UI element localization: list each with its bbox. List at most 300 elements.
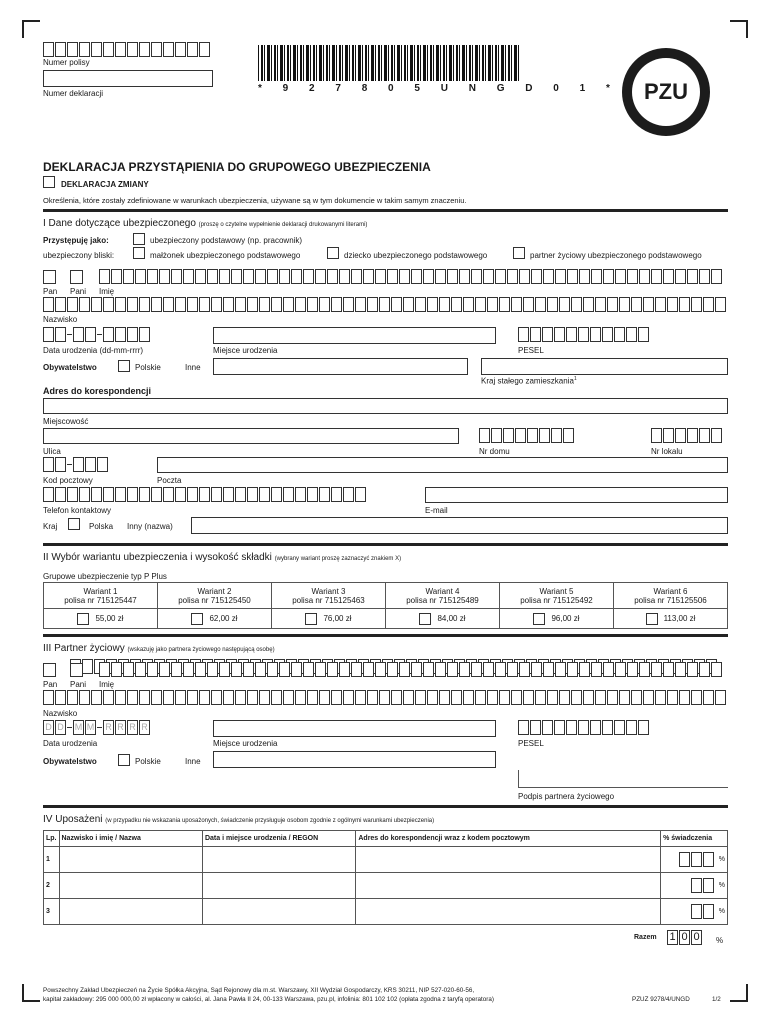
char-cell[interactable] bbox=[123, 662, 134, 677]
char-cell[interactable] bbox=[103, 690, 114, 705]
char-cell[interactable] bbox=[411, 269, 422, 284]
char-cell[interactable] bbox=[631, 690, 642, 705]
char-cell[interactable] bbox=[139, 42, 150, 57]
char-cell[interactable] bbox=[243, 269, 254, 284]
beneficiary-percent-input[interactable] bbox=[691, 878, 715, 893]
char-cell[interactable] bbox=[271, 690, 282, 705]
postal-code-input[interactable] bbox=[43, 457, 109, 472]
beneficiary-address-input[interactable] bbox=[356, 847, 661, 873]
char-cell[interactable] bbox=[578, 327, 589, 342]
char-cell[interactable] bbox=[319, 487, 330, 502]
char-cell[interactable] bbox=[607, 297, 618, 312]
char-cell[interactable] bbox=[103, 327, 114, 342]
beneficiary-name-input[interactable] bbox=[59, 899, 202, 925]
char-cell[interactable] bbox=[590, 720, 601, 735]
char-cell[interactable] bbox=[387, 662, 398, 677]
char-cell[interactable] bbox=[319, 297, 330, 312]
char-cell[interactable] bbox=[651, 269, 662, 284]
variant-checkbox[interactable] bbox=[77, 613, 89, 625]
char-cell[interactable] bbox=[283, 487, 294, 502]
char-cell[interactable] bbox=[523, 297, 534, 312]
char-cell[interactable] bbox=[699, 269, 710, 284]
char-cell[interactable] bbox=[627, 269, 638, 284]
char-cell[interactable] bbox=[303, 269, 314, 284]
char-cell[interactable] bbox=[499, 690, 510, 705]
char-cell[interactable] bbox=[415, 690, 426, 705]
char-cell[interactable] bbox=[699, 428, 710, 443]
char-cell[interactable] bbox=[207, 662, 218, 677]
char-cell[interactable] bbox=[711, 269, 722, 284]
char-cell[interactable] bbox=[554, 327, 565, 342]
char-cell[interactable] bbox=[127, 297, 138, 312]
char-cell[interactable] bbox=[435, 269, 446, 284]
char-cell[interactable] bbox=[327, 269, 338, 284]
partner-mr-checkbox[interactable] bbox=[43, 663, 56, 677]
beneficiary-percent-input[interactable] bbox=[679, 852, 715, 867]
char-cell[interactable] bbox=[711, 428, 722, 443]
char-cell[interactable] bbox=[595, 690, 606, 705]
citizenship-polish-checkbox[interactable] bbox=[118, 360, 130, 372]
char-cell[interactable] bbox=[555, 662, 566, 677]
char-cell[interactable] bbox=[607, 690, 618, 705]
char-cell[interactable] bbox=[175, 487, 186, 502]
char-cell[interactable] bbox=[55, 297, 66, 312]
char-cell[interactable] bbox=[435, 662, 446, 677]
char-cell[interactable] bbox=[235, 690, 246, 705]
char-cell[interactable] bbox=[403, 297, 414, 312]
char-cell[interactable] bbox=[115, 42, 126, 57]
char-cell[interactable] bbox=[590, 327, 601, 342]
char-cell[interactable] bbox=[551, 428, 562, 443]
char-cell[interactable] bbox=[566, 327, 577, 342]
char-cell[interactable] bbox=[175, 690, 186, 705]
date-cell[interactable]: D bbox=[43, 720, 54, 735]
char-cell[interactable] bbox=[279, 269, 290, 284]
char-cell[interactable] bbox=[563, 428, 574, 443]
char-cell[interactable] bbox=[663, 428, 674, 443]
char-cell[interactable] bbox=[559, 297, 570, 312]
char-cell[interactable] bbox=[539, 428, 550, 443]
char-cell[interactable] bbox=[151, 487, 162, 502]
variant-checkbox[interactable] bbox=[533, 613, 545, 625]
char-cell[interactable] bbox=[691, 852, 702, 867]
date-cell[interactable]: D bbox=[55, 720, 66, 735]
char-cell[interactable] bbox=[554, 720, 565, 735]
char-cell[interactable] bbox=[675, 428, 686, 443]
beneficiary-birth-input[interactable] bbox=[202, 847, 355, 873]
char-cell[interactable] bbox=[602, 720, 613, 735]
char-cell[interactable] bbox=[199, 690, 210, 705]
char-cell[interactable] bbox=[518, 720, 529, 735]
char-cell[interactable] bbox=[43, 42, 54, 57]
char-cell[interactable] bbox=[315, 269, 326, 284]
char-cell[interactable] bbox=[614, 327, 625, 342]
char-cell[interactable] bbox=[163, 487, 174, 502]
char-cell[interactable] bbox=[43, 690, 54, 705]
char-cell[interactable] bbox=[139, 487, 150, 502]
char-cell[interactable] bbox=[547, 297, 558, 312]
char-cell[interactable] bbox=[55, 42, 66, 57]
char-cell[interactable] bbox=[343, 690, 354, 705]
char-cell[interactable] bbox=[715, 690, 726, 705]
char-cell[interactable] bbox=[82, 659, 93, 674]
char-cell[interactable] bbox=[307, 297, 318, 312]
char-cell[interactable] bbox=[73, 327, 84, 342]
partner-citizenship-other-input[interactable] bbox=[213, 751, 496, 768]
char-cell[interactable] bbox=[411, 662, 422, 677]
char-cell[interactable] bbox=[235, 297, 246, 312]
char-cell[interactable] bbox=[235, 487, 246, 502]
char-cell[interactable] bbox=[463, 690, 474, 705]
char-cell[interactable] bbox=[531, 269, 542, 284]
partner-mrs-checkbox[interactable] bbox=[70, 663, 83, 677]
char-cell[interactable] bbox=[699, 662, 710, 677]
char-cell[interactable] bbox=[535, 297, 546, 312]
char-cell[interactable] bbox=[271, 487, 282, 502]
char-cell[interactable] bbox=[487, 297, 498, 312]
char-cell[interactable] bbox=[603, 662, 614, 677]
char-cell[interactable] bbox=[99, 662, 110, 677]
char-cell[interactable] bbox=[715, 297, 726, 312]
char-cell[interactable] bbox=[211, 690, 222, 705]
char-cell[interactable] bbox=[415, 297, 426, 312]
char-cell[interactable] bbox=[602, 327, 613, 342]
char-cell[interactable] bbox=[79, 487, 90, 502]
basic-insured-checkbox[interactable] bbox=[133, 233, 145, 245]
char-cell[interactable] bbox=[391, 297, 402, 312]
char-cell[interactable] bbox=[475, 690, 486, 705]
char-cell[interactable] bbox=[255, 662, 266, 677]
char-cell[interactable] bbox=[439, 297, 450, 312]
char-cell[interactable] bbox=[159, 662, 170, 677]
char-cell[interactable] bbox=[55, 457, 66, 472]
country-poland-checkbox[interactable] bbox=[68, 518, 80, 530]
char-cell[interactable] bbox=[703, 904, 714, 919]
char-cell[interactable] bbox=[247, 690, 258, 705]
char-cell[interactable] bbox=[115, 297, 126, 312]
char-cell[interactable] bbox=[303, 662, 314, 677]
char-cell[interactable] bbox=[579, 662, 590, 677]
char-cell[interactable] bbox=[703, 690, 714, 705]
beneficiary-address-input[interactable] bbox=[356, 873, 661, 899]
char-cell[interactable] bbox=[603, 269, 614, 284]
char-cell[interactable] bbox=[615, 269, 626, 284]
char-cell[interactable] bbox=[171, 662, 182, 677]
char-cell[interactable] bbox=[247, 487, 258, 502]
char-cell[interactable] bbox=[518, 327, 529, 342]
partner-citizenship-polish-checkbox[interactable] bbox=[118, 754, 130, 766]
char-cell[interactable] bbox=[267, 662, 278, 677]
char-cell[interactable] bbox=[291, 269, 302, 284]
partner-birth-date-input[interactable] bbox=[43, 720, 151, 735]
date-cell[interactable]: R bbox=[115, 720, 126, 735]
post-office-input[interactable] bbox=[157, 457, 728, 473]
char-cell[interactable] bbox=[567, 269, 578, 284]
char-cell[interactable] bbox=[175, 297, 186, 312]
phone-input[interactable] bbox=[43, 487, 367, 502]
char-cell[interactable] bbox=[91, 42, 102, 57]
birth-date-input[interactable] bbox=[43, 327, 151, 342]
char-cell[interactable] bbox=[175, 42, 186, 57]
char-cell[interactable] bbox=[295, 690, 306, 705]
char-cell[interactable] bbox=[655, 690, 666, 705]
char-cell[interactable] bbox=[97, 457, 108, 472]
email-input[interactable] bbox=[425, 487, 728, 503]
char-cell[interactable] bbox=[663, 269, 674, 284]
char-cell[interactable] bbox=[451, 690, 462, 705]
char-cell[interactable] bbox=[351, 662, 362, 677]
char-cell[interactable] bbox=[259, 297, 270, 312]
char-cell[interactable] bbox=[85, 457, 96, 472]
char-cell[interactable] bbox=[271, 297, 282, 312]
char-cell[interactable] bbox=[483, 269, 494, 284]
char-cell[interactable] bbox=[259, 487, 270, 502]
char-cell[interactable] bbox=[355, 690, 366, 705]
char-cell[interactable] bbox=[399, 269, 410, 284]
char-cell[interactable] bbox=[187, 42, 198, 57]
country-other-input[interactable] bbox=[191, 517, 728, 534]
change-declaration-checkbox[interactable] bbox=[43, 176, 55, 188]
first-name-input[interactable] bbox=[99, 269, 723, 284]
char-cell[interactable] bbox=[643, 690, 654, 705]
char-cell[interactable] bbox=[115, 690, 126, 705]
char-cell[interactable] bbox=[307, 690, 318, 705]
char-cell[interactable] bbox=[43, 327, 54, 342]
char-cell[interactable] bbox=[135, 662, 146, 677]
char-cell[interactable] bbox=[367, 297, 378, 312]
char-cell[interactable] bbox=[195, 269, 206, 284]
char-cell[interactable] bbox=[159, 269, 170, 284]
char-cell[interactable] bbox=[451, 297, 462, 312]
char-cell[interactable] bbox=[614, 720, 625, 735]
char-cell[interactable] bbox=[626, 720, 637, 735]
char-cell[interactable] bbox=[111, 662, 122, 677]
citizenship-other-input[interactable] bbox=[213, 358, 468, 375]
char-cell[interactable] bbox=[91, 487, 102, 502]
char-cell[interactable] bbox=[567, 662, 578, 677]
char-cell[interactable] bbox=[691, 297, 702, 312]
char-cell[interactable] bbox=[399, 662, 410, 677]
char-cell[interactable] bbox=[91, 690, 102, 705]
char-cell[interactable] bbox=[163, 297, 174, 312]
char-cell[interactable] bbox=[626, 327, 637, 342]
char-cell[interactable] bbox=[507, 662, 518, 677]
char-cell[interactable] bbox=[231, 662, 242, 677]
char-cell[interactable] bbox=[79, 690, 90, 705]
char-cell[interactable] bbox=[531, 662, 542, 677]
spouse-checkbox[interactable] bbox=[133, 247, 145, 259]
char-cell[interactable] bbox=[139, 297, 150, 312]
char-cell[interactable] bbox=[73, 457, 84, 472]
char-cell[interactable] bbox=[183, 269, 194, 284]
char-cell[interactable] bbox=[279, 662, 290, 677]
char-cell[interactable] bbox=[579, 269, 590, 284]
char-cell[interactable] bbox=[55, 487, 66, 502]
char-cell[interactable] bbox=[542, 327, 553, 342]
char-cell[interactable] bbox=[223, 487, 234, 502]
char-cell[interactable] bbox=[195, 662, 206, 677]
pesel-input[interactable] bbox=[518, 327, 650, 342]
char-cell[interactable] bbox=[367, 690, 378, 705]
char-cell[interactable] bbox=[103, 487, 114, 502]
char-cell[interactable] bbox=[103, 297, 114, 312]
char-cell[interactable] bbox=[566, 720, 577, 735]
flat-number-input[interactable] bbox=[651, 428, 723, 443]
char-cell[interactable] bbox=[423, 269, 434, 284]
char-cell[interactable] bbox=[423, 662, 434, 677]
char-cell[interactable] bbox=[219, 662, 230, 677]
char-cell[interactable] bbox=[515, 428, 526, 443]
char-cell[interactable] bbox=[139, 327, 150, 342]
char-cell[interactable] bbox=[231, 269, 242, 284]
char-cell[interactable] bbox=[651, 428, 662, 443]
char-cell[interactable] bbox=[523, 690, 534, 705]
char-cell[interactable] bbox=[199, 487, 210, 502]
char-cell[interactable] bbox=[247, 297, 258, 312]
declaration-number-input[interactable] bbox=[43, 70, 213, 87]
house-number-input[interactable] bbox=[479, 428, 575, 443]
char-cell[interactable] bbox=[207, 269, 218, 284]
char-cell[interactable] bbox=[199, 297, 210, 312]
char-cell[interactable] bbox=[123, 269, 134, 284]
partner-surname-input[interactable] bbox=[43, 690, 727, 705]
char-cell[interactable] bbox=[219, 269, 230, 284]
char-cell[interactable] bbox=[43, 297, 54, 312]
char-cell[interactable] bbox=[639, 662, 650, 677]
surname-input[interactable] bbox=[43, 297, 727, 312]
char-cell[interactable] bbox=[638, 327, 649, 342]
date-cell[interactable]: R bbox=[139, 720, 150, 735]
char-cell[interactable] bbox=[447, 662, 458, 677]
char-cell[interactable] bbox=[67, 690, 78, 705]
char-cell[interactable] bbox=[67, 42, 78, 57]
char-cell[interactable] bbox=[255, 269, 266, 284]
char-cell[interactable] bbox=[307, 487, 318, 502]
char-cell[interactable] bbox=[211, 487, 222, 502]
char-cell[interactable] bbox=[555, 269, 566, 284]
char-cell[interactable] bbox=[663, 662, 674, 677]
char-cell[interactable] bbox=[535, 690, 546, 705]
char-cell[interactable] bbox=[43, 487, 54, 502]
char-cell[interactable] bbox=[163, 690, 174, 705]
char-cell[interactable] bbox=[147, 662, 158, 677]
char-cell[interactable] bbox=[187, 487, 198, 502]
char-cell[interactable] bbox=[638, 720, 649, 735]
char-cell[interactable] bbox=[578, 720, 589, 735]
char-cell[interactable] bbox=[703, 297, 714, 312]
char-cell[interactable] bbox=[147, 269, 158, 284]
char-cell[interactable] bbox=[355, 297, 366, 312]
char-cell[interactable] bbox=[199, 42, 210, 57]
char-cell[interactable] bbox=[139, 690, 150, 705]
char-cell[interactable] bbox=[471, 269, 482, 284]
char-cell[interactable] bbox=[679, 690, 690, 705]
char-cell[interactable] bbox=[643, 297, 654, 312]
char-cell[interactable] bbox=[339, 269, 350, 284]
char-cell[interactable] bbox=[651, 662, 662, 677]
char-cell[interactable] bbox=[679, 852, 690, 867]
char-cell[interactable] bbox=[379, 690, 390, 705]
char-cell[interactable] bbox=[595, 297, 606, 312]
char-cell[interactable] bbox=[439, 690, 450, 705]
char-cell[interactable] bbox=[267, 269, 278, 284]
variant-checkbox[interactable] bbox=[191, 613, 203, 625]
char-cell[interactable] bbox=[530, 327, 541, 342]
char-cell[interactable] bbox=[615, 662, 626, 677]
char-cell[interactable] bbox=[283, 690, 294, 705]
char-cell[interactable] bbox=[171, 269, 182, 284]
char-cell[interactable] bbox=[687, 662, 698, 677]
char-cell[interactable] bbox=[163, 42, 174, 57]
char-cell[interactable] bbox=[583, 297, 594, 312]
char-cell[interactable] bbox=[127, 487, 138, 502]
char-cell[interactable] bbox=[243, 662, 254, 677]
char-cell[interactable] bbox=[127, 327, 138, 342]
char-cell[interactable] bbox=[355, 487, 366, 502]
char-cell[interactable] bbox=[319, 690, 330, 705]
char-cell[interactable] bbox=[479, 428, 490, 443]
mrs-checkbox[interactable] bbox=[70, 270, 83, 284]
char-cell[interactable] bbox=[151, 297, 162, 312]
char-cell[interactable] bbox=[542, 720, 553, 735]
char-cell[interactable] bbox=[55, 690, 66, 705]
char-cell[interactable] bbox=[375, 662, 386, 677]
beneficiary-birth-input[interactable] bbox=[202, 873, 355, 899]
partner-pesel-input[interactable] bbox=[518, 720, 650, 735]
char-cell[interactable] bbox=[639, 269, 650, 284]
char-cell[interactable] bbox=[631, 297, 642, 312]
char-cell[interactable] bbox=[363, 269, 374, 284]
char-cell[interactable] bbox=[223, 690, 234, 705]
char-cell[interactable] bbox=[91, 297, 102, 312]
variant-checkbox[interactable] bbox=[419, 613, 431, 625]
char-cell[interactable] bbox=[127, 690, 138, 705]
char-cell[interactable] bbox=[43, 457, 54, 472]
char-cell[interactable] bbox=[591, 662, 602, 677]
char-cell[interactable] bbox=[375, 269, 386, 284]
char-cell[interactable] bbox=[675, 662, 686, 677]
char-cell[interactable] bbox=[315, 662, 326, 677]
char-cell[interactable] bbox=[331, 487, 342, 502]
char-cell[interactable] bbox=[387, 269, 398, 284]
char-cell[interactable] bbox=[295, 487, 306, 502]
char-cell[interactable] bbox=[703, 852, 714, 867]
policy-number-input[interactable] bbox=[43, 42, 211, 57]
char-cell[interactable] bbox=[391, 690, 402, 705]
char-cell[interactable] bbox=[223, 297, 234, 312]
char-cell[interactable] bbox=[571, 690, 582, 705]
date-cell[interactable]: R bbox=[103, 720, 114, 735]
char-cell[interactable] bbox=[483, 662, 494, 677]
char-cell[interactable] bbox=[79, 297, 90, 312]
char-cell[interactable] bbox=[591, 269, 602, 284]
char-cell[interactable] bbox=[519, 662, 530, 677]
beneficiary-name-input[interactable] bbox=[59, 847, 202, 873]
char-cell[interactable] bbox=[427, 690, 438, 705]
residence-country-input[interactable] bbox=[481, 358, 728, 375]
char-cell[interactable] bbox=[363, 662, 374, 677]
char-cell[interactable] bbox=[527, 428, 538, 443]
char-cell[interactable] bbox=[295, 297, 306, 312]
partner-first-name-input[interactable] bbox=[99, 662, 723, 677]
char-cell[interactable] bbox=[571, 297, 582, 312]
partner-birth-place-input[interactable] bbox=[213, 720, 496, 737]
char-cell[interactable] bbox=[331, 690, 342, 705]
char-cell[interactable] bbox=[511, 690, 522, 705]
char-cell[interactable] bbox=[85, 327, 96, 342]
char-cell[interactable] bbox=[67, 297, 78, 312]
char-cell[interactable] bbox=[543, 269, 554, 284]
